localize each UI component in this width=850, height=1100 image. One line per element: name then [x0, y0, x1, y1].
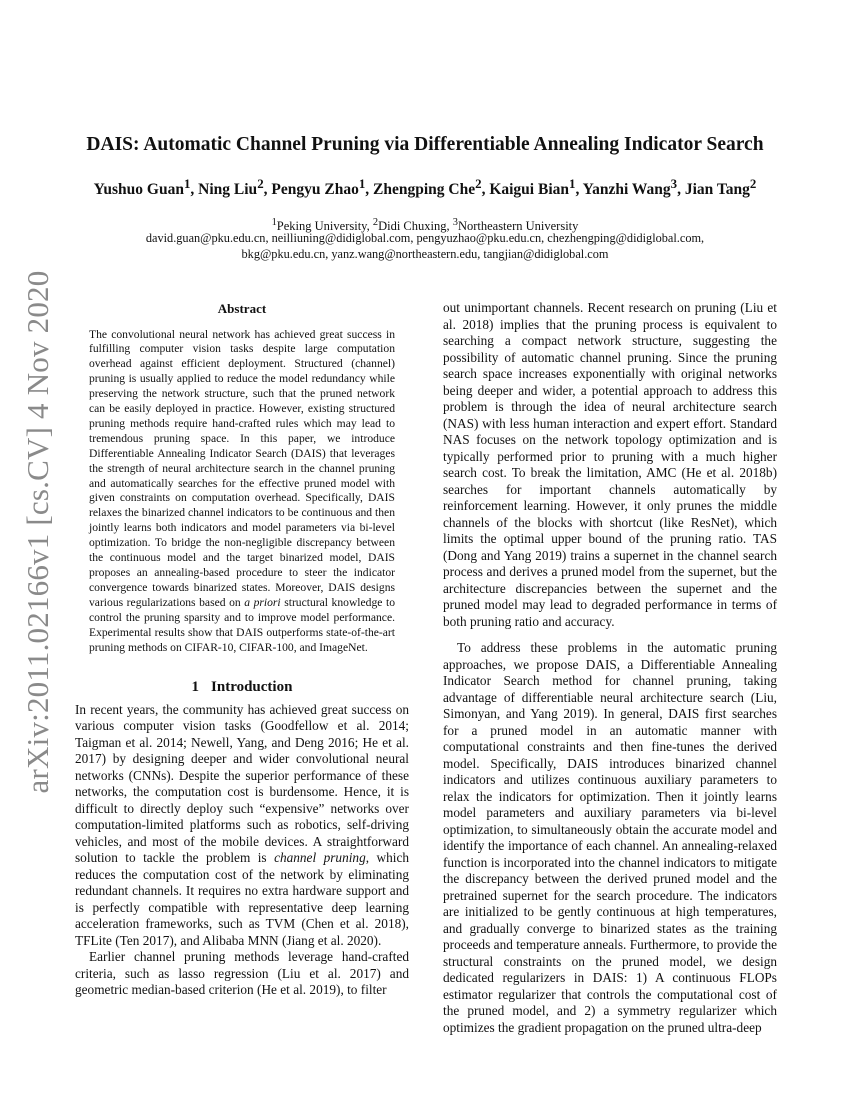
author-list: Yushuo Guan$^1$, Ning Liu$^2$, Pengyu Zhao$^1$, Zhengping Che$^2$, Kaigui Bian$^1$, Yanzhi Wang$^3$, Jian Tang$^2$	[93, 176, 757, 199]
abstract-text: The convolutional neural network has achieved great success in fulfilling computer vision tasks despite large computation overhead against efficient deployment. Structured (channel) pruning is usually applied to reduce the model redundancy while preserving the network structure, such that the pruned network can be easily deployed in practice. However, existing structured pruning methods require hand-crafted rules which may lead to tremendous pruning space. In this paper, we introduce Differentiable Annealing Indicator Search (DAIS) that leverages the strength of neural architecture search in the channel pruning and automatically searches for the effective pruned model with given constraints on computation overhead. Specifically, DAIS relaxes the binarized channel indicators to be continuous and then jointly learns both indicators and model parameters via bi-level optimization. To bridge the non-negligible discrepancy between the continuous model and the target binarized model, DAIS proposes an annealing-based procedure to steer the indicator convergence towards binarized states. Moreover, DAIS designs various regularizations based on a priori structural knowledge to control the pruning sparsity and to improve model performance. Experimental results show that DAIS outperforms state-of-the-art pruning methods on CIFAR-10, CIFAR-100, and ImageNet.	[89, 327, 395, 654]
left-column	[75, 300, 409, 999]
intro-paragraph-3: To address these problems in the automatic pruning approaches, we propose DAIS, a Differentiable Annealing Indicator Search method for channel pruning, taking advantage of differentiable neural architecture search (Liu, Simonyan, and Yang 2019). In general, DAIS first searches for a pruned model in an automatic manner with computational constraints and then fine-tunes the derived model. Specifically, DAIS introduces binarized channel indicators and utilizes continuous auxiliary parameters to relax the indicators for optimization. Then it jointly learns model parameters and auxiliary parameters via bi-level optimization, to simultaneously obtain the accurate model and identify the importance of each channel. An annealing-relaxed function is incorporated into the channel indicators to mitigate the discrepancy between the derived pruned model and the pretrained supernet for the search procedure. The indicators are initialized to be gently continuous at high temperatures, and gradually converge to binarized states as the training proceeds and temperature anneals. Furthermore, to provide the structural constraints on the pruned model, we design dedicated regularizers in DAIS: 1) A continuous FLOPs estimator regularizer that controls the computational cost of the pruned model, and 2) a symmetry regularizer which optimizes the gradient propagation on the pruned ultra-deep	[443, 640, 777, 1035]
author: Zhengping Che$^2$	[373, 176, 482, 199]
paper-title: DAIS: Automatic Channel Pruning via Differentiable Annealing Indicator Search	[86, 134, 764, 155]
intro-paragraph-1: In recent years, the community has achieved great success on various computer vision tasks (Goodfellow et al. 2014; Taigman et al. 2014; Newell, Yang, and Deng 2016; He et al. 2017) by designing deeper and wider convolutional neural networks (CNNs). Despite the superior performance of these networks, the computation cost is burdensome. Hence, it is difficult to directly deploy such “expensive” networks over computation-limited platforms such as robotics, self-driving vehicles, and most of the mobile devices. A straightforward solution to tackle the problem is channel pruning, which reduces the computation cost of the network by eliminating redundant channels. It requires no extra hardware support and is perfectly compatible with representative deep learning acceleration frameworks, such as TVM (Chen et al. 2018), TFLite (Ten 2017), and Alibaba MNN (Jiang et al. 2020).	[75, 701, 409, 948]
abstract-heading: Abstract	[217, 301, 267, 316]
author: Ning Liu$^2$	[198, 176, 264, 199]
affiliations: $^1$Peking University, $^2$Didi Chuxing, $^3$Northeastern University	[271, 217, 579, 234]
intro-paragraph-2-start: Earlier channel pruning methods leverage hand-crafted criteria, such as lasso regression (Liu et al. 2017) and geometric median-based criterion (He et al. 2019), to filter	[75, 949, 409, 998]
intro-paragraph-2-continued: out unimportant channels. Recent research on pruning (Liu et al. 2018) implies that the pruning process is equivalent to searching a compact network structure, suggesting the possibility of automatic channel pruning. Since the pruning search space increases exponentially with original networks being deeper and wider, a potential approach to address this problem is through the idea of neural architecture search (NAS) with less human interaction and expert effort. Standard NAS focuses on the network topology optimization and is typically performed prior to pruning with a much higher search cost. To break the limitation, AMC (He et al. 2018b) searches for important channels automatically by reinforcement learning. However, it only prunes the middle channels of the blocks with shortcut (like ResNet), which limits the optimal upper bound of the pruning ratio. TAS (Dong and Yang 2019) trains a supernet in the channel search process and derives a pruned model from the supernet, but the architecture discrepancies between the supernet and the pruned model may lead to degraded performance in terms of both pruning ratio and accuracy.	[443, 300, 777, 629]
author: Kaigui Bian$^1$	[489, 176, 576, 199]
author: Yushuo Guan$^1$	[93, 176, 191, 199]
arxiv-identifier-stamp: arXiv:2011.02166v1 [cs.CV] 4 Nov 2020	[20, 270, 55, 794]
author: Jian Tang$^2$	[684, 176, 757, 199]
affiliation: $^3$Northeastern University	[452, 217, 579, 234]
author-emails	[60, 230, 790, 262]
affiliation: $^2$Didi Chuxing	[372, 217, 447, 234]
affiliation: $^1$Peking University	[271, 217, 367, 234]
author: Yanzhi Wang$^3$	[582, 176, 678, 199]
right-column	[443, 300, 777, 1036]
section-heading-introduction: 1 Introduction	[191, 679, 293, 696]
email-line: david.guan@pku.edu.cn, neilliuning@didiglobal.com, pengyuzhao@pku.edu.cn, chezhengping@didiglobal.com,	[145, 231, 705, 245]
email-line: bkg@pku.edu.cn, yanz.wang@northeastern.edu, tangjian@didiglobal.com	[241, 247, 609, 261]
author: Pengyu Zhao$^1$	[271, 176, 366, 199]
